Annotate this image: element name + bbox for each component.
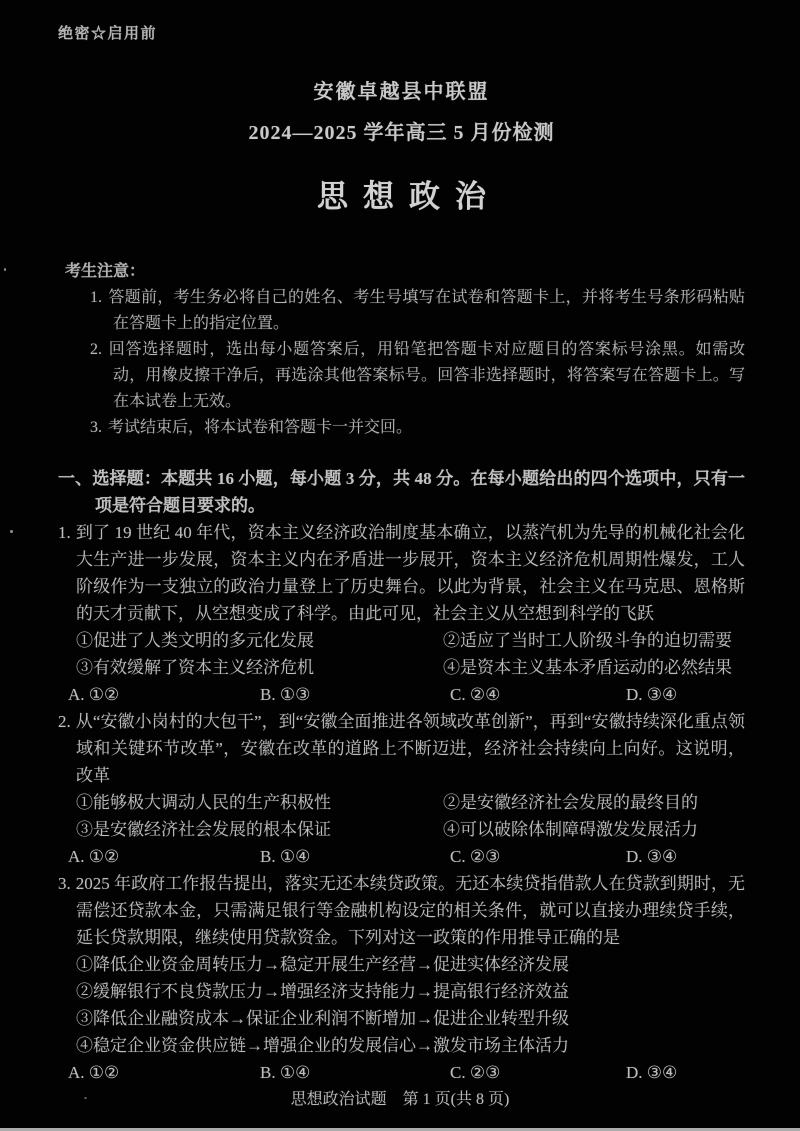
exam-session-title: 2024—2025 学年高三 5 月份检测 — [248, 122, 555, 144]
option-4: ④稳定企业资金供应链→增强企业的发展信心→激发市场主体活力 — [76, 1036, 569, 1055]
candidate-notice — [58, 259, 745, 441]
question-stem-text: 从“安徽小岗村的大包干”，到“安徽全面推进各领域改革创新”，再到“安徽持续深化重点领域和关键环节改革”，安徽在改革的道路上不断迈进，经济社会持续向上向好。这说明，改革 — [75, 712, 745, 785]
option-1: ①促进了人类文明的多元化发展 — [76, 631, 314, 650]
question-2-stem — [58, 708, 745, 789]
option-4: ④是资本主义基本矛盾运动的必然结果 — [443, 658, 732, 677]
exam-league-title: 安徽卓越县中联盟 — [313, 81, 490, 103]
notice-item-text: 考试结束后，将本试卷和答题卡一并交回。 — [108, 419, 413, 436]
question-1-choices — [58, 681, 745, 708]
notice-item-1 — [58, 285, 745, 337]
scan-speck — [84, 1097, 87, 1099]
notice-item-2 — [58, 337, 745, 415]
option-2: ②是安徽经济社会发展的最终目的 — [443, 793, 698, 812]
option-2: ②缓解银行不良贷款压力→增强经济支持能力→提高银行经济效益 — [76, 982, 569, 1001]
question-3-options — [58, 951, 745, 1059]
option-2: ②适应了当时工人阶级斗争的迫切需要 — [443, 631, 732, 650]
choice-a: A. ①② — [68, 847, 120, 866]
question-3 — [58, 870, 745, 1086]
question-1 — [58, 519, 745, 708]
scan-speck — [4, 268, 6, 271]
exam-subject-title: 思想政治 — [317, 179, 501, 214]
notice-item-number: 3. — [90, 419, 102, 436]
question-number: 2. — [58, 712, 71, 731]
option-4: ④可以破除体制障碍激发发展活力 — [443, 820, 698, 839]
question-number: 1. — [58, 523, 71, 542]
option-3: ③降低企业融资成本→保证企业利润不断增加→促进企业转型升级 — [76, 1009, 569, 1028]
notice-item-text: 回答选择题时，选出每小题答案后，用铅笔把答题卡对应题目的答案标号涂黑。如需改动，用橡皮擦干净后，再选涂其他答案标号。回答非选择题时，将答案写在答题卡上。写在本试卷上无效。 — [108, 341, 745, 410]
question-2 — [58, 708, 745, 870]
option-1: ①能够极大调动人民的生产积极性 — [76, 793, 331, 812]
section-one-heading: 一、选择题：本题共 16 小题，每小题 3 分，共 48 分。在每小题给出的四个选项中，只有一项是符合题目要求的。 — [58, 469, 745, 515]
choice-b: B. ①③ — [260, 685, 311, 704]
notice-item-number: 2. — [90, 341, 102, 358]
choice-a: A. ①② — [68, 1063, 120, 1082]
notice-item-text: 答题前，考生务必将自己的姓名、考生号填写在试卷和答题卡上，并将考生号条形码粘贴在答题卡上的指定位置。 — [108, 289, 745, 332]
question-3-choices — [58, 1059, 745, 1086]
question-stem-text: 到了 19 世纪 40 年代，资本主义经济政治制度基本确立，以蒸汽机为先导的机械化社会化大生产进一步发展，资本主义内在矛盾进一步展开，资本主义经济危机周期性爆发，工人阶级作为一支独立的政治力量登上了历史舞台。以此为背景，社会主义在马克思、恩格斯的天才贡献下，从空想变成了科学。由此可见，社会主义从空想到科学的飞跃 — [75, 523, 745, 623]
option-3: ③是安徽经济社会发展的根本保证 — [76, 820, 331, 839]
choice-d: D. ③④ — [626, 685, 678, 704]
option-3: ③有效缓解了资本主义经济危机 — [76, 658, 314, 677]
choice-d: D. ③④ — [626, 1063, 678, 1082]
notice-item-3 — [58, 415, 745, 441]
choice-d: D. ③④ — [626, 847, 678, 866]
notice-title: 考生注意： — [65, 263, 146, 280]
question-2-choices — [58, 843, 745, 870]
choice-b: B. ①④ — [260, 1063, 311, 1082]
choice-c: C. ②③ — [450, 847, 501, 866]
choice-c: C. ②④ — [450, 685, 501, 704]
choice-c: C. ②③ — [450, 1063, 501, 1082]
scan-speck — [10, 530, 13, 533]
classification-label: 绝密☆启用前 — [58, 26, 158, 42]
question-stem-text: 2025 年政府工作报告提出，落实无还本续贷政策。无还本续贷指借款人在贷款到期时，无需偿还贷款本金，只需满足银行等金融机构设定的相关条件，就可以直接办理续贷手续，延长贷款期限，继续使用贷款资金。下列对这一政策的作用推导正确的是 — [75, 874, 745, 947]
choice-a: A. ①② — [68, 685, 120, 704]
question-1-stem — [58, 519, 745, 627]
choice-b: B. ①④ — [260, 847, 311, 866]
page-footer: 思想政治试题 第 1 页(共 8 页) — [290, 1091, 510, 1108]
option-1: ①降低企业资金周转压力→稳定开展生产经营→促进实体经济发展 — [76, 955, 569, 974]
question-2-options — [58, 789, 745, 843]
question-number: 3. — [58, 874, 71, 893]
notice-item-number: 1. — [90, 289, 102, 306]
question-1-options — [58, 627, 745, 681]
question-3-stem — [58, 870, 745, 951]
